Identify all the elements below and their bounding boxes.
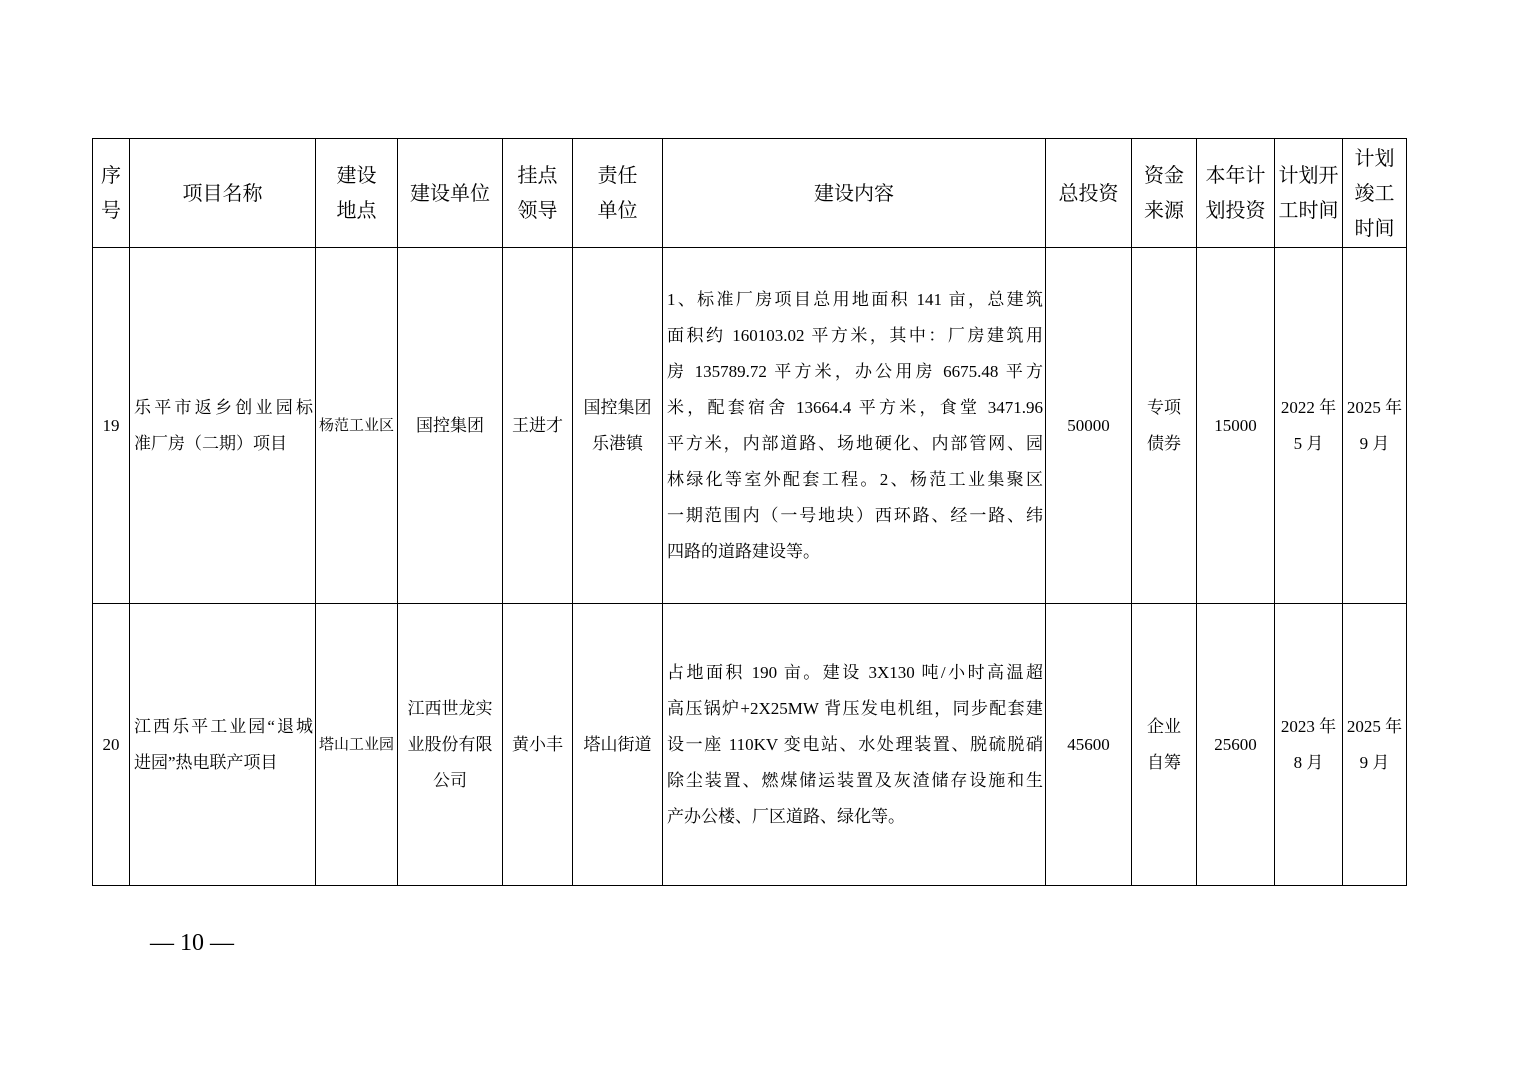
project-name [130,248,316,604]
responsible-unit: 塔山街道 [573,604,663,886]
responsible-unit: 国控集团 乐港镇 [573,248,663,604]
builder: 江西世龙实 业股份有限 公司 [398,604,503,886]
construction-content [663,604,1046,886]
project-name-line: 准厂房（二期）项目 [134,433,287,453]
content-line: 一期范围内（一号地块）西环路、经一路、纬 [667,505,1043,525]
total-investment: 50000 [1046,248,1132,604]
project-name-line: 江西乐平工业园“退城 [134,716,313,736]
content-line: 占地面积 190 亩。建设 3X130 吨/小时高温超 [667,662,1043,682]
end-time: 2025 年 9 月 [1343,248,1407,604]
project-name-line: 乐平市返乡创业园标 [134,397,313,417]
header-start-time: 计划开 工时间 [1275,139,1343,248]
content-line: 面积约 160103.02 平方米，其中：厂房建筑用 [667,325,1043,345]
content-line: 产办公楼、厂区道路、绿化等。 [667,806,905,826]
annual-investment: 25600 [1197,604,1275,886]
content-line: 高压锅炉+2X25MW 背压发电机组，同步配套建 [667,698,1043,718]
fund-source: 企业 自筹 [1132,604,1197,886]
header-fund-source: 资金 来源 [1132,139,1197,248]
content-line: 平方米，内部道路、场地硬化、内部管网、园 [667,433,1043,453]
header-content: 建设内容 [663,139,1046,248]
start-time: 2022 年 5 月 [1275,248,1343,604]
content-line: 四路的道路建设等。 [667,541,820,561]
builder: 国控集团 [398,248,503,604]
project-name [130,604,316,886]
table-row [93,604,1407,886]
content-line: 除尘装置、燃煤储运装置及灰渣储存设施和生 [667,770,1043,790]
project-table [92,138,1407,886]
content-line: 房 135789.72 平方米，办公用房 6675.48 平方 [667,361,1043,381]
content-line: 米，配套宿舍 13664.4 平方米，食堂 3471.96 [667,397,1043,417]
header-end-time: 计划 竣工 时间 [1343,139,1407,248]
header-index: 序 号 [93,139,130,248]
header-annual-investment: 本年计 划投资 [1197,139,1275,248]
location: 塔山工业园 [316,604,398,886]
location: 杨范工业区 [316,248,398,604]
header-total-investment: 总投资 [1046,139,1132,248]
page-number: — 10 — [150,930,234,956]
end-time: 2025 年 9 月 [1343,604,1407,886]
table-row [93,248,1407,604]
fund-source: 专项 债券 [1132,248,1197,604]
leader: 黄小丰 [503,604,573,886]
header-location: 建设 地点 [316,139,398,248]
content-line: 设一座 110KV 变电站、水处理装置、脱硫脱硝 [667,734,1043,754]
header-responsible: 责任 单位 [573,139,663,248]
content-line: 1、标准厂房项目总用地面积 141 亩，总建筑 [667,289,1043,309]
leader: 王进才 [503,248,573,604]
header-project-name: 项目名称 [130,139,316,248]
start-time: 2023 年 8 月 [1275,604,1343,886]
construction-content [663,248,1046,604]
header-builder: 建设单位 [398,139,503,248]
header-leader: 挂点 领导 [503,139,573,248]
total-investment: 45600 [1046,604,1132,886]
project-name-line: 进园”热电联产项目 [134,752,278,772]
header-row [93,139,1407,248]
annual-investment: 15000 [1197,248,1275,604]
row-index: 20 [93,604,130,886]
row-index: 19 [93,248,130,604]
content-line: 林绿化等室外配套工程。2、杨范工业集聚区 [667,469,1043,489]
